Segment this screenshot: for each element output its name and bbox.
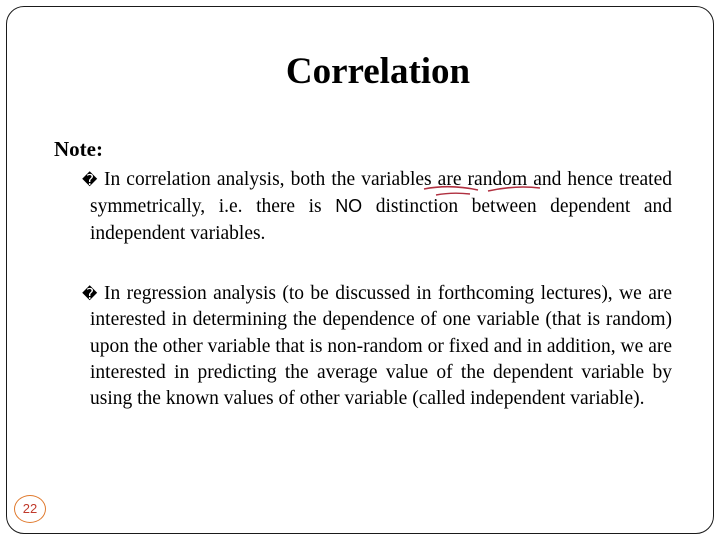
note-label: Note: bbox=[54, 137, 103, 161]
page-number-badge: 22 bbox=[14, 495, 46, 523]
slide-title: Correlation bbox=[285, 51, 471, 92]
bullet-marker-icon: � bbox=[82, 171, 98, 189]
bullet-marker-icon: � bbox=[82, 285, 98, 303]
bullet-regression bbox=[82, 281, 672, 412]
bullet-text-part: distinction between dependent and independent variables. bbox=[90, 196, 672, 244]
bullet-correlation bbox=[82, 167, 672, 247]
bullet-text bbox=[90, 167, 672, 247]
emphasis-no: NO bbox=[335, 196, 363, 217]
bullet-text: In regression analysis (to be discussed in forthcoming lectures), we are interested in determining the dependence of one variable (that is random) upon the other variable that is non-random or fixed and in addition, we are interested in predicting the average value of the dependent variable by using the known values of other variable (called independent variable). bbox=[90, 283, 672, 410]
bullet-text-part: In correlation analysis, both the variables are random and hence treated symmetrically, i.e. there is bbox=[90, 169, 672, 218]
